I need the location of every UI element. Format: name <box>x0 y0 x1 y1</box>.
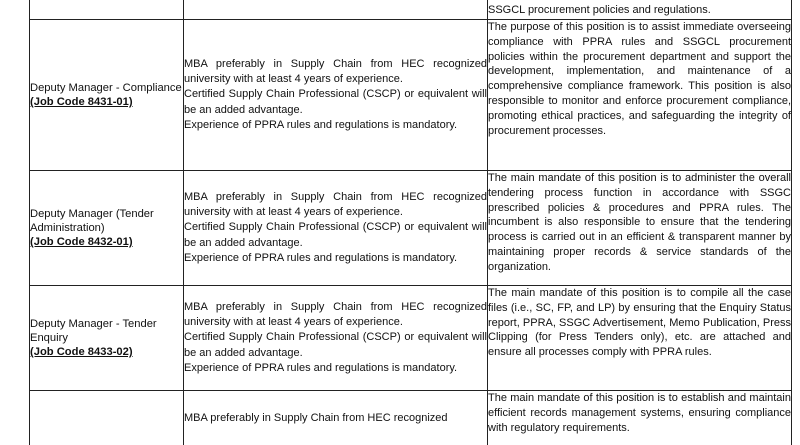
requirement-certification: Certified Supply Chain Professional (CSCP) or equivalent will be an added advantage. <box>184 88 487 116</box>
requirements-cell <box>184 20 488 171</box>
job-title-cell <box>30 20 184 171</box>
job-title-cell <box>30 171 184 286</box>
job-title: Deputy Manager (Tender Administration) <box>30 208 154 234</box>
job-description: The purpose of this position is to assist immediate overseeing compliance with PPRA rules and SSGCL procurement policies within the procurement department and support the development, implementation, and maintenance of a comprehensive compliance framework. This position is also responsible to monitor and enforce procurement compliance, promoting ethical practices, and safeguarding the integrity of procurement processes. <box>488 21 791 137</box>
table-row <box>30 171 792 286</box>
job-title-cell <box>30 286 184 391</box>
requirement-experience: Experience of PPRA rules and regulations is mandatory. <box>184 361 458 374</box>
table-row <box>30 391 792 445</box>
job-description: The main mandate of this position is to administer the overall tendering process function in accordance with SSGC prescribed policies & procedures and PPRA rules. The incumbent is also responsible to ensure that the tendering process is carried out in an efficient & transparent manner by maintaining proper records & service standards of the organization. <box>488 172 791 273</box>
requirement-certification: Certified Supply Chain Professional (CSCP) or equivalent will be an added advantage. <box>184 331 487 359</box>
requirements-cell <box>184 171 488 286</box>
job-description: SSGCL procurement policies and regulations. <box>488 4 711 16</box>
requirement-certification: Certified Supply Chain Professional (CSCP) or equivalent will be an added advantage. <box>184 221 487 249</box>
description-cell <box>488 286 792 391</box>
job-title-cell <box>30 391 184 445</box>
description-cell <box>488 20 792 171</box>
job-description: The main mandate of this position is to compile all the case files (i.e., SC, FP, and LP) by ensuring that the Enquiry Status report, PPRA, SSGC Advertisement, Memo Publication, Press Clipping (for Press Tenders only), etc. are attached and ensure all processes comply with PPRA rules. <box>488 287 791 359</box>
requirement-education: MBA preferably in Supply Chain from HEC recognized university with at least 4 years of experience. <box>184 190 487 219</box>
job-description: The main mandate of this position is to establish and maintain efficient records management systems, ensuring compliance with regulatory requirements. <box>488 392 791 434</box>
requirements-cell <box>184 0 488 20</box>
requirements-cell <box>184 286 488 391</box>
requirement-education: MBA preferably in Supply Chain from HEC recognized university with at least 4 years of experience. <box>184 300 487 329</box>
requirements-cell <box>184 391 488 445</box>
job-code: (Job Code 8431-01) <box>30 96 133 108</box>
job-title: Deputy Manager - Compliance <box>30 82 182 94</box>
table-row <box>30 20 792 171</box>
table-row <box>30 0 792 20</box>
description-cell <box>488 391 792 445</box>
description-cell <box>488 171 792 286</box>
job-code: (Job Code 8433-02) <box>30 346 133 358</box>
requirement-education: MBA preferably in Supply Chain from HEC recognized university with at least 4 years of experience. <box>184 57 487 86</box>
requirement-education: MBA preferably in Supply Chain from HEC recognized <box>184 412 448 424</box>
table-row <box>30 286 792 391</box>
requirement-experience: Experience of PPRA rules and regulations is mandatory. <box>184 118 458 131</box>
description-cell <box>488 0 792 20</box>
requirement-experience: Experience of PPRA rules and regulations is mandatory. <box>184 251 458 264</box>
job-code: (Job Code 8432-01) <box>30 236 133 248</box>
job-positions-table <box>29 0 792 445</box>
job-title: Deputy Manager - Tender Enquiry <box>30 318 157 344</box>
job-title-cell <box>30 0 184 20</box>
